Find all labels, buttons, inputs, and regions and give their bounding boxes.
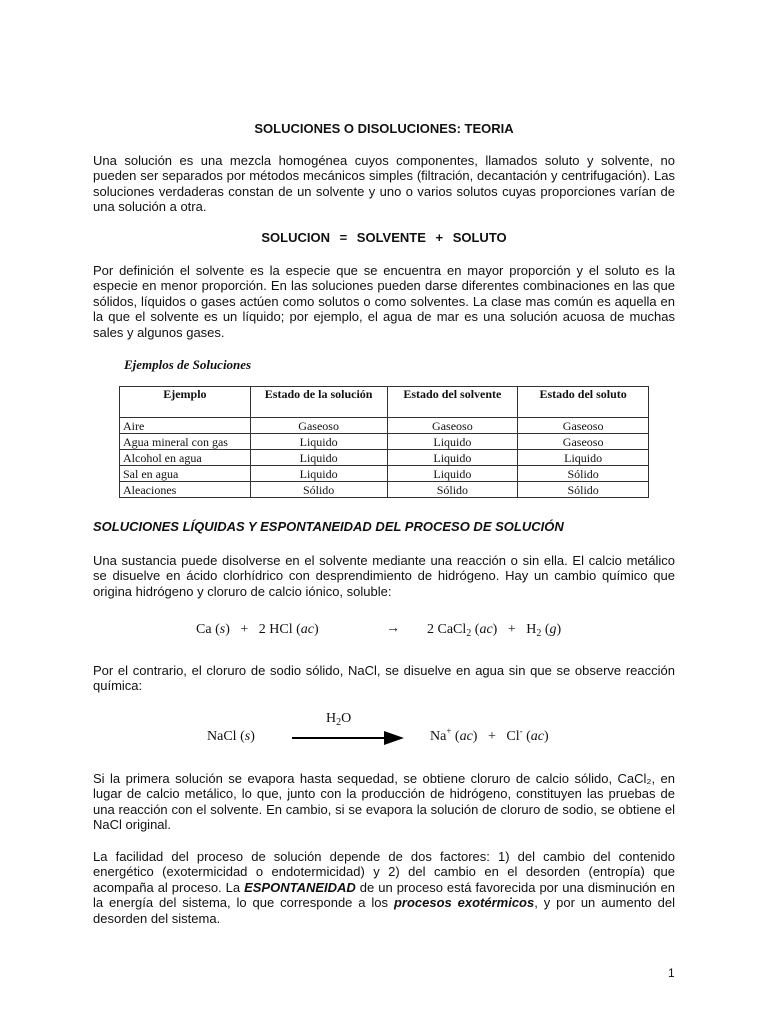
nacl-paragraph: Por el contrario, el cloruro de sodio sólido, NaCl, se disuelve en agua sin que se observe reacción química:: [93, 663, 675, 694]
reaction-arrow-head: [384, 731, 404, 745]
table-cell: Sal en agua: [120, 466, 251, 482]
table-cell: Liquido: [387, 450, 518, 466]
table-row: [120, 450, 649, 466]
water-label: $H_2O$: [326, 711, 352, 728]
table-caption: Ejemplos de Soluciones: [124, 357, 252, 372]
equation-nacl-left: NaCl (s): [207, 729, 255, 744]
table-cell: Sólido: [250, 482, 387, 498]
table-header-row: [120, 387, 649, 418]
equation-nacl-right: Na+ (ac) + Cl- (ac): [430, 726, 549, 744]
table-cell: Gaseoso: [387, 418, 518, 434]
table-header: Estado de la solución: [250, 387, 387, 418]
table-cell: Gaseoso: [518, 434, 649, 450]
table-cell: Sólido: [387, 482, 518, 498]
table-cell: Gaseoso: [250, 418, 387, 434]
table-cell: Liquido: [250, 450, 387, 466]
page-title: SOLUCIONES O DISOLUCIONES: TEORIA: [254, 121, 514, 136]
section-heading: SOLUCIONES LÍQUIDAS Y ESPONTANEIDAD DEL PROCESO DE SOLUCIÓN: [93, 519, 564, 534]
reaction-arrow-shaft: [292, 737, 387, 739]
reaction-arrow: →: [386, 621, 400, 636]
table-cell: Sólido: [518, 482, 649, 498]
table-cell: Sólido: [518, 466, 649, 482]
table-row: [120, 482, 649, 498]
solution-formula: SOLUCION = SOLVENTE + SOLUTO: [261, 230, 507, 245]
table-row: [120, 466, 649, 482]
table-cell: Liquido: [387, 434, 518, 450]
table-row: [120, 418, 649, 434]
equation-calcium-left: Ca (s) + 2 HCl (ac): [196, 622, 319, 637]
table-cell: Liquido: [387, 466, 518, 482]
table-cell: Liquido: [518, 450, 649, 466]
table-header: Ejemplo: [120, 387, 251, 418]
table-row: [120, 434, 649, 450]
equation-calcium-right: 2 CaCl$_2$ (ac) + $H_2$ (g): [427, 622, 562, 639]
table-cell: Aleaciones: [120, 482, 251, 498]
emphasis-spontaneity: ESPONTANEIDAD: [244, 879, 356, 895]
table-cell: Aire: [120, 418, 251, 434]
page-number: 1: [668, 966, 675, 980]
table-cell: Liquido: [250, 466, 387, 482]
examples-table: [119, 386, 649, 498]
table-cell: Alcohol en agua: [120, 450, 251, 466]
table-cell: Agua mineral con gas: [120, 434, 251, 450]
intro-paragraph: Una solución es una mezcla homogénea cuyos componentes, llamados soluto y solvente, no pueden ser separados por métodos mecánicos simples (filtración, decantación y centrifugación). Las soluciones verdaderas constan de un solvente y uno o varios solutos cuyas proporciones varían de una solución a otra.: [93, 153, 675, 215]
emphasis-exothermic: procesos exotérmicos: [393, 895, 535, 911]
definition-paragraph: Por definición el solvente es la especie que se encuentra en mayor proporción y el soluto es la especie en menor proporción. En las soluciones pueden darse diferentes combinaciones en las que sólidos, líquidos o gases actúen como solutos o como solventes. La clase mas común es aquella en la que el solvente es un líquido; por ejemplo, el agua de mar es una solución acuosa de muchas sales y algunos gases.: [93, 263, 675, 340]
table-cell: Liquido: [250, 434, 387, 450]
table-header: Estado del solvente: [387, 387, 518, 418]
evaporation-paragraph: Si la primera solución se evapora hasta sequedad, se obtiene cloruro de calcio sólido, CaCl₂, en lugar de calcio metálico, lo que, junto con la producción de hidrógeno, constituyen las pruebas de una reacción con el solvente. En cambio, si se evapora la solución de cloruro de sodio, se obtiene el NaCl original.: [93, 771, 675, 833]
spontaneity-paragraph: La facilidad del proceso de solución depende de dos factores: 1) del cambio del contenido energético (exotermicidad o endotermicidad) y 2) del cambio en el desorden (entropía) que acompaña al proceso. La ESPONTANEIDAD de un proceso está favorecida por una disminución en la energía del sistema, lo que corresponde a los procesos exotérmicos, y por un aumento del desorden del sistema.: [93, 849, 676, 926]
table-header: Estado del soluto: [518, 387, 649, 418]
table-cell: Gaseoso: [518, 418, 649, 434]
reaction-paragraph: Una sustancia puede disolverse en el solvente mediante una reacción o sin ella. El calcio metálico se disuelve en ácido clorhídrico con desprendimiento de hidrógeno. Hay un cambio químico que origina hidrógeno y cloruro de calcio iónico, soluble:: [93, 553, 675, 599]
